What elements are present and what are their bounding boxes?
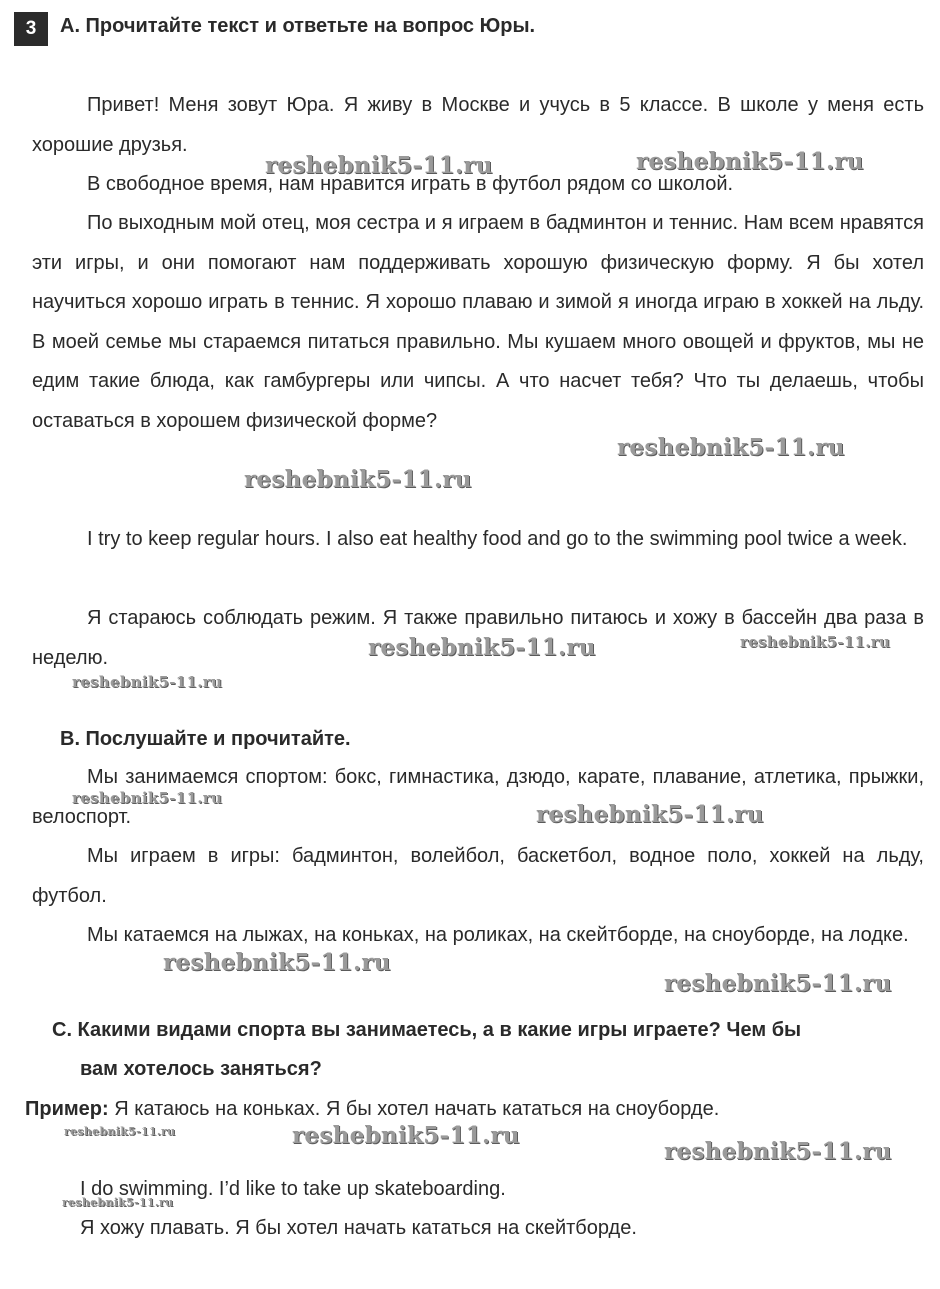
watermark: reshebnik5-11.ru: [244, 466, 472, 493]
section-a-answer-russian: Я стараюсь соблюдать режим. Я также правильно питаюсь и хожу в бассейн два раза в неделю.: [32, 607, 924, 669]
section-b-paragraph-1: Мы занимаемся спортом: бокс, гимнастика, дзюдо, карате, плавание, атлетика, прыжки, велоспорт.: [32, 766, 924, 828]
watermark: reshebnik5-11.ru: [292, 1122, 520, 1149]
section-c-heading-line-1: C. Какими видами спорта вы занимаетесь, а в какие игры играете? Чем бы: [52, 1019, 802, 1041]
watermark: reshebnik5-11.ru: [368, 634, 596, 661]
example-label: Пример:: [25, 1098, 109, 1120]
watermark: reshebnik5-11.ru: [72, 789, 223, 807]
section-b-paragraph-2: Мы играем в игры: бадминтон, волейбол, баскетбол, водное поло, хоккей на льду, футбол.: [32, 845, 924, 907]
watermark: reshebnik5-11.ru: [62, 1196, 174, 1209]
section-c-example: [25, 1098, 719, 1121]
section-a-heading: A. Прочитайте текст и ответьте на вопрос Юры.: [60, 15, 536, 37]
watermark: reshebnik5-11.ru: [636, 148, 864, 175]
section-a-answer-english: I try to keep regular hours. I also eat healthy food and go to the swimming pool twice a week.: [87, 528, 908, 550]
section-a-paragraph-1: Привет! Меня зовут Юра. Я живу в Москве и учусь в 5 классе. В школе у меня есть хорошие друзья.: [32, 94, 924, 156]
section-a-paragraph-2: В свободное время, нам нравится играть в футбол рядом со школой.: [87, 173, 734, 195]
watermark: reshebnik5-11.ru: [72, 673, 223, 691]
task-number-badge: 3: [14, 12, 48, 46]
watermark: reshebnik5-11.ru: [163, 949, 391, 976]
section-c-answer-english: I do swimming. I’d like to take up skateboarding.: [80, 1178, 506, 1200]
section-a-paragraph-3: По выходным мой отец, моя сестра и я играем в бадминтон и теннис. Нам всем нравятся эти игры, и они помогают нам поддерживать хорошую физическую форму. Я бы хотел научиться хорошо играть в теннис. Я хорошо плаваю и зимой я иногда играю в хоккей на льду. В моей семье мы стараемся питаться правильно. Мы кушаем много овощей и фруктов, мы не едим такие блюда, как гамбургеры или чипсы. А что насчет тебя? Что ты делаешь, чтобы оставаться в хорошем физической форме?: [32, 212, 924, 432]
section-b-paragraph-3: Мы катаемся на лыжах, на коньках, на роликах, на скейтборде, на сноуборде, на лодке.: [87, 924, 909, 946]
watermark: reshebnik5-11.ru: [536, 801, 764, 828]
watermark: reshebnik5-11.ru: [265, 152, 493, 179]
watermark: reshebnik5-11.ru: [64, 1125, 176, 1138]
section-c-answer-russian: Я хожу плавать. Я бы хотел начать кататься на скейтборде.: [80, 1217, 637, 1239]
section-b-heading: B. Послушайте и прочитайте.: [60, 728, 351, 750]
watermark: reshebnik5-11.ru: [740, 633, 891, 651]
watermark: reshebnik5-11.ru: [617, 434, 845, 461]
example-text: Я катаюсь на коньках. Я бы хотел начать кататься на сноуборде.: [108, 1098, 720, 1120]
watermark: reshebnik5-11.ru: [664, 970, 892, 997]
section-c-heading-line-2: вам хотелось заняться?: [80, 1058, 322, 1080]
watermark: reshebnik5-11.ru: [664, 1138, 892, 1165]
